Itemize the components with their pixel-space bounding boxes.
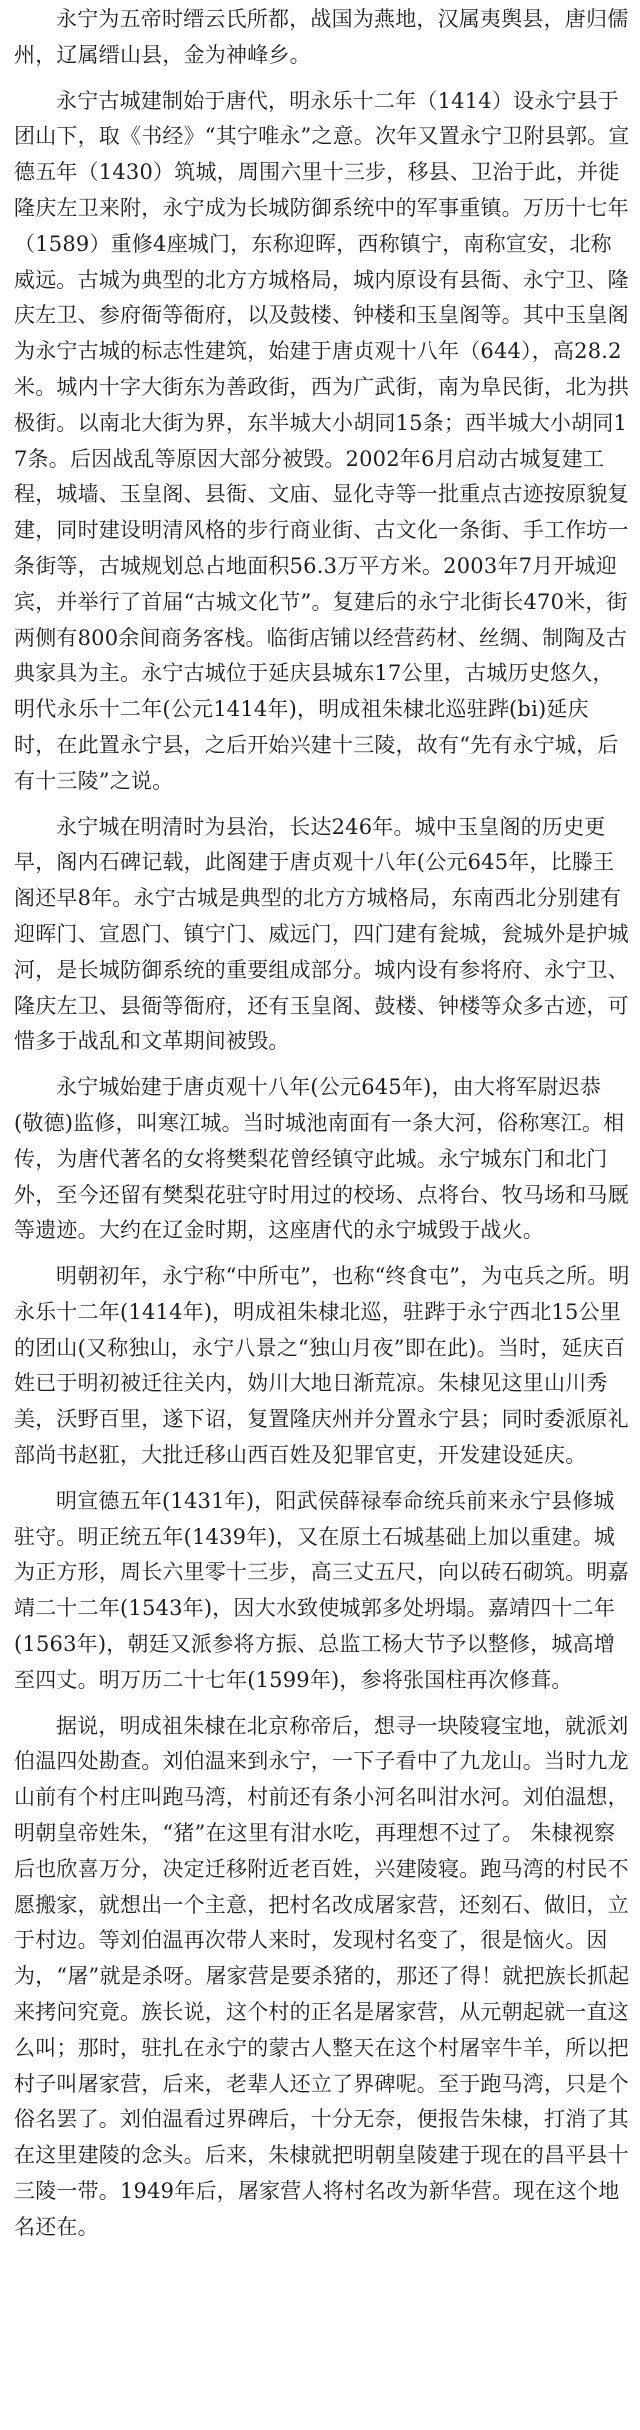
paragraph-xuande-rebuild: 明宣德五年(1431年)，阳武侯薛禄奉命统兵前来永宁县修城驻守。明正统五年(1439年)，又在原土石城基础上加以重建。城为正方形，周长六里零十三步，高三丈五尺，向以砖石砌筑。明嘉靖二十二年(1543年)，因大水致使城郭多处坍塌。嘉靖四十二年(1563年)，朝廷又派参将方振、总监工杨大节予以整修，城高增至四丈。明万历二十七年(1599年)，参将张国柱再次修葺。 (14, 1488, 629, 1692)
paragraph-tang-founding: 永宁城始建于唐贞观十八年(公元645年)，由大将军尉迟恭(敬德)监修，叫寒江城。当时城池南面有一条大河，俗称寒江。相传，为唐代著名的女将樊梨花曾经镇守此城。永宁城东门和北门外，至今还留有樊梨花驻守时用过的校场、点将台、牧马场和马厩等遗迹。大约在辽金时期，这座唐代的永宁城毁于战火。 (14, 1075, 629, 1243)
article-body (14, 0, 630, 2256)
paragraph-history-origin: 永宁为五帝时缙云氏所都，战国为燕地，汉属夷舆县，唐归儒州，辽属缙山县，金为神峰乡。 (14, 7, 629, 67)
paragraph-early-ming: 明朝初年，永宁称“中所屯”，也称“终食屯”，为屯兵之所。明永乐十二年(1414年)，明成祖朱棣北巡，驻跸于永宁西北15公里的团山(又称独山，永宁八景之“独山月夜”即在此)。当时，延庆百姓已于明初被迁往关内，妫川大地日渐荒凉。朱棣见这里山川秀美，沃野百里，遂下诏，复置隆庆州并分置永宁县；同时委派原礼部尚书赵羾，大批迁移山西百姓及犯罪官吏，开发建设延庆。 (14, 1264, 630, 1468)
paragraph-ancient-city-construction: 永宁古城建制始于唐代，明永乐十二年（1414）设永宁县于团山下，取《书经》“其宁唯永”之意。次年又置永宁卫附县郭。宣德五年（1430）筑城，周围六里十三步，移县、卫治于此，并徙隆庆左卫来附，永宁成为长城防御系统中的军事重镇。万历十七年（1589）重修4座城门，东称迎晖，西称镇宁，南称宣安，北称威远。古城为典型的北方方城格局，城内原设有县衙、永宁卫、隆庆左卫、参府衙等衙府，以及鼓楼、钟楼和玉皇阁等。其中玉皇阁为永宁古城的标志性建筑，始建于唐贞观十八年（644），高28.2米。城内十字大街东为善政街，西为广武街，南为阜民街，北为拱极街。以南北大街为界，东半城大小胡同15条；西半城大小胡同17条。后因战乱等原因大部分被毁。2002年6月启动古城复建工程，城墙、玉皇阁、县衙、文庙、显化寺等一批重点古迹按原貌复建，同时建设明清风格的步行商业街、古文化一条街、手工作坊一条街等，古城规划总占地面积56.3万平方米。2003年7月开城迎宾，并举行了首届“古城文化节”。复建后的永宁北街长470米，街两侧有800余间商务客栈。临街店铺以经营药材、丝绸、制陶及古典家具为主。永宁古城位于延庆县城东17公里，古城历史悠久，明代永乐十二年(公元1414年)，明成祖朱棣北巡驻跸(bi)延庆时，在此置永宁县，之后开始兴建十三陵，故有“先有永宁城，后有十三陵”之说。 (14, 88, 630, 793)
paragraph-county-seat: 永宁城在明清时为县治，长达246年。城中玉皇阁的历史更早，阁内石碑记载，此阁建于唐贞观十八年(公元645年，比滕王阁还早8年。永宁古城是典型的北方方城格局，东南西北分别建有迎晖门、宣恩门、镇宁门、威远门，四门建有瓮城，瓮城外是护城河，是长城防御系统的重要组成部分。城内设有参将府、永宁卫、隆庆左卫、县衙等衙府，还有玉皇阁、鼓楼、钟楼等众多古迹，可惜多于战乱和文革期间被毁。 (14, 814, 629, 1054)
paragraph-legend-liu-bowen: 据说，明成祖朱棣在北京称帝后，想寻一块陵寝宝地，就派刘伯温四处勘查。刘伯温来到永宁，一下子看中了九龙山。当时九龙山前有个村庄叫跑马湾，村前还有条小河名叫泔水河。刘伯温想，明朝皇帝姓朱，“猪”在这里有泔水吃，再理想不过了。 朱棣视察后也欣喜万分，决定迁移附近老百姓，兴建陵寝。跑马湾的村民不愿搬家，就想出一个主意，把村名改成屠家营，还刻石、做旧，立于村边。等刘伯温再次带人来时，发现村名变了，很是恼火。因为，“屠”就是杀呀。屠家营是要杀猪的，那还了得！就把族长抓起来拷问究竟。族长说，这个村的正名是屠家营，从元朝起就一直这么叫；那时，驻扎在永宁的蒙古人整天在这个村屠宰牛羊，所以把村子叫屠家营，后来，老辈人还立了界碑呢。至于跑马湾，只是个俗名罢了。刘伯温看过界碑后，十分无奈，便报告朱棣，打消了其在这里建陵的念头。后来，朱棣就把明朝皇陵建于现在的昌平县十三陵一带。1949年后，屠家营人将村名改为新华营。现在这个地名还在。 (14, 1713, 630, 2239)
